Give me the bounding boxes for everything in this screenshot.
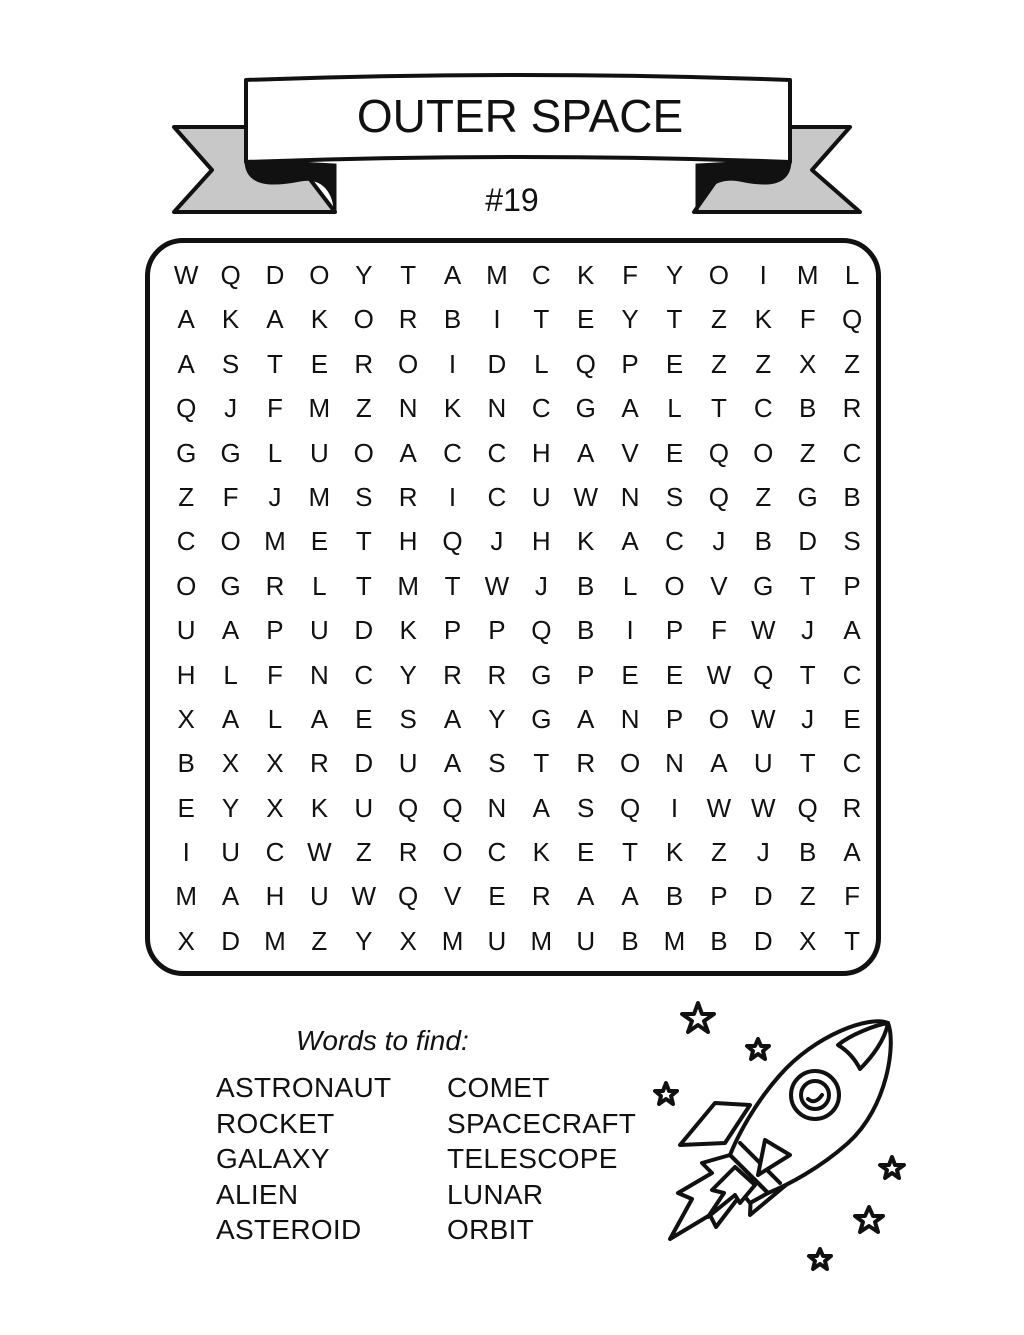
word-item: ROCKET: [216, 1107, 335, 1139]
grid-letter[interactable]: R: [842, 393, 862, 424]
grid-letter[interactable]: O: [176, 570, 197, 601]
grid-letter[interactable]: B: [177, 748, 195, 779]
grid-letter[interactable]: H: [176, 659, 196, 690]
grid-letter[interactable]: T: [355, 526, 372, 557]
grid-letter[interactable]: I: [448, 348, 457, 379]
grid-letter[interactable]: W: [484, 570, 510, 601]
grid-letter[interactable]: T: [267, 348, 283, 379]
grid-letter[interactable]: W: [307, 837, 332, 868]
grid-letter[interactable]: P: [843, 570, 861, 601]
grid-letter[interactable]: Q: [575, 348, 596, 379]
grid-letter[interactable]: R: [398, 304, 418, 335]
star-icon: [655, 1083, 677, 1104]
grid-letter[interactable]: T: [533, 304, 550, 335]
grid-letter[interactable]: U: [753, 748, 773, 779]
grid-letter[interactable]: O: [708, 703, 729, 734]
grid-letter[interactable]: D: [354, 615, 374, 646]
grid-letter[interactable]: A: [443, 703, 462, 734]
grid-letter[interactable]: N: [398, 393, 418, 424]
grid-letter[interactable]: Q: [797, 792, 818, 823]
grid-letter[interactable]: E: [488, 881, 506, 912]
grid-letter[interactable]: J: [224, 393, 238, 424]
grid-letter[interactable]: J: [801, 615, 815, 646]
grid-letter[interactable]: F: [622, 260, 639, 290]
grid-letter[interactable]: A: [399, 437, 417, 468]
grid-letter[interactable]: C: [443, 437, 462, 468]
grid-letter[interactable]: B: [843, 481, 861, 512]
grid-letter[interactable]: Q: [398, 792, 419, 823]
grid-letter[interactable]: A: [443, 748, 462, 779]
grid-letter[interactable]: Z: [755, 481, 772, 512]
grid-letter[interactable]: G: [531, 703, 552, 734]
grid-letter[interactable]: R: [842, 792, 862, 823]
grid-letter[interactable]: U: [176, 615, 196, 646]
grid-letter[interactable]: A: [443, 260, 462, 290]
grid-letter[interactable]: M: [397, 570, 419, 601]
grid-letter[interactable]: S: [355, 481, 373, 512]
grid-letter[interactable]: O: [220, 526, 241, 557]
grid-letter[interactable]: E: [577, 837, 595, 868]
grid-letter[interactable]: G: [176, 437, 197, 468]
grid-letter[interactable]: K: [532, 837, 550, 868]
grid-letter[interactable]: Q: [708, 481, 729, 512]
grid-letter[interactable]: X: [266, 748, 284, 779]
grid-letter[interactable]: G: [531, 659, 552, 690]
grid-letter[interactable]: B: [798, 837, 817, 868]
grid-letter[interactable]: M: [264, 526, 286, 557]
grid-letter[interactable]: C: [176, 526, 196, 557]
grid-letter[interactable]: Y: [621, 304, 639, 335]
grid-letter[interactable]: U: [354, 792, 374, 823]
star-icon: [682, 1003, 714, 1032]
grid-letter[interactable]: K: [310, 792, 329, 823]
grid-letter[interactable]: N: [309, 659, 329, 690]
grid-letter[interactable]: X: [399, 925, 417, 956]
grid-letter[interactable]: P: [665, 703, 684, 734]
grid-letter[interactable]: O: [442, 837, 463, 868]
grid-letter[interactable]: L: [534, 348, 549, 379]
grid-letter[interactable]: A: [843, 837, 861, 868]
grid-letter[interactable]: Z: [710, 304, 727, 335]
grid-letter[interactable]: J: [490, 526, 504, 557]
grid-letter[interactable]: E: [577, 304, 595, 335]
grid-letter[interactable]: S: [665, 481, 684, 512]
grid-letter[interactable]: J: [534, 570, 548, 601]
grid-letter[interactable]: O: [753, 437, 774, 468]
grid-letter[interactable]: D: [354, 748, 374, 779]
grid-letter[interactable]: Z: [355, 393, 372, 424]
grid-letter[interactable]: M: [175, 881, 198, 912]
grid-letter[interactable]: H: [531, 526, 551, 557]
grid-letter[interactable]: L: [267, 437, 283, 468]
grid-letter[interactable]: N: [665, 748, 684, 779]
grid-letter[interactable]: E: [355, 703, 373, 734]
grid-letter[interactable]: T: [710, 393, 727, 424]
grid-letter[interactable]: C: [531, 260, 551, 290]
grid-letter[interactable]: B: [577, 615, 595, 646]
grid-letter[interactable]: B: [798, 393, 817, 424]
grid-letter[interactable]: X: [177, 703, 195, 734]
grid-letter[interactable]: V: [710, 570, 728, 601]
grid-letter[interactable]: K: [754, 304, 772, 335]
grid-letter[interactable]: M: [308, 481, 331, 512]
grid-letter[interactable]: A: [577, 881, 595, 912]
star-icon: [880, 1157, 904, 1178]
grid-letter[interactable]: E: [665, 348, 684, 379]
grid-letter[interactable]: P: [665, 615, 684, 646]
grid-letter[interactable]: R: [309, 748, 329, 779]
grid-letter[interactable]: Q: [753, 659, 774, 690]
grid-letter[interactable]: Z: [755, 348, 772, 379]
grid-letter[interactable]: B: [443, 304, 462, 335]
grid-letter[interactable]: H: [398, 526, 418, 557]
grid-letter[interactable]: C: [265, 837, 285, 868]
grid-letter[interactable]: G: [220, 570, 241, 601]
grid-letter[interactable]: A: [710, 748, 728, 779]
grid-letter[interactable]: Y: [355, 925, 373, 956]
grid-letter[interactable]: R: [531, 881, 551, 912]
grid-letter[interactable]: Q: [841, 304, 863, 335]
word-item: GALAXY: [216, 1143, 330, 1175]
grid-letter[interactable]: E: [621, 659, 639, 690]
grid-letter[interactable]: X: [798, 925, 817, 956]
grid-letter[interactable]: X: [798, 348, 817, 379]
grid-letter[interactable]: R: [443, 659, 462, 690]
grid-letter[interactable]: S: [843, 526, 861, 557]
grid-letter[interactable]: U: [309, 881, 329, 912]
grid-letter[interactable]: E: [843, 703, 861, 734]
grid-letter[interactable]: S: [399, 703, 417, 734]
grid-letter[interactable]: B: [710, 925, 728, 956]
grid-letter[interactable]: Q: [442, 526, 463, 557]
grid-letter[interactable]: K: [310, 304, 329, 335]
grid-letter[interactable]: P: [443, 615, 462, 646]
grid-letter[interactable]: G: [220, 437, 241, 468]
grid-letter[interactable]: I: [759, 260, 767, 290]
grid-letter[interactable]: I: [448, 481, 457, 512]
grid-letter[interactable]: A: [577, 437, 595, 468]
grid-letter[interactable]: M: [308, 393, 331, 424]
word-item: TELESCOPE: [447, 1143, 618, 1175]
grid-letter[interactable]: A: [843, 615, 861, 646]
grid-letter[interactable]: C: [487, 481, 507, 512]
grid-letter[interactable]: J: [756, 837, 770, 868]
grid-letter[interactable]: Q: [442, 792, 463, 823]
grid-letter[interactable]: D: [753, 925, 773, 956]
grid-letter[interactable]: T: [844, 925, 860, 956]
grid-letter[interactable]: D: [487, 348, 507, 379]
grid-letter[interactable]: B: [621, 925, 639, 956]
grid-letter[interactable]: G: [753, 570, 774, 601]
grid-letter[interactable]: W: [706, 792, 732, 823]
grid-letter[interactable]: J: [712, 526, 726, 557]
grid-letter[interactable]: R: [354, 348, 374, 379]
grid-letter[interactable]: A: [621, 881, 639, 912]
puzzle-title: OUTER SPACE: [356, 90, 684, 142]
grid-letter[interactable]: A: [577, 703, 595, 734]
grid-letter[interactable]: A: [221, 703, 240, 734]
grid-letter[interactable]: G: [797, 481, 818, 512]
grid-letter[interactable]: K: [577, 526, 595, 557]
grid-letter[interactable]: Z: [710, 348, 727, 379]
grid-letter[interactable]: U: [309, 615, 329, 646]
grid-letter[interactable]: C: [842, 659, 862, 690]
grid-letter[interactable]: P: [710, 881, 728, 912]
grid-letter[interactable]: A: [532, 792, 550, 823]
grid-letter[interactable]: J: [801, 703, 815, 734]
grid-letter[interactable]: A: [266, 304, 284, 335]
grid-letter[interactable]: V: [621, 437, 639, 468]
grid-letter[interactable]: T: [400, 260, 417, 290]
grid-letter[interactable]: F: [267, 393, 283, 424]
grid-letter[interactable]: L: [622, 570, 638, 601]
grid-letter[interactable]: P: [488, 615, 506, 646]
grid-letter[interactable]: T: [622, 837, 639, 868]
grid-letter[interactable]: C: [753, 393, 773, 424]
grid-letter[interactable]: T: [533, 748, 550, 779]
word-item: COMET: [447, 1072, 550, 1103]
grid-letter[interactable]: A: [621, 526, 639, 557]
grid-letter[interactable]: I: [182, 837, 190, 868]
grid-letter[interactable]: C: [354, 659, 374, 690]
grid-letter[interactable]: L: [223, 659, 238, 690]
grid-letter[interactable]: D: [221, 925, 240, 956]
grid-letter[interactable]: W: [751, 703, 776, 734]
grid-letter[interactable]: C: [842, 748, 862, 779]
grid-letter[interactable]: Y: [665, 260, 684, 290]
grid-letter[interactable]: A: [177, 348, 195, 379]
grid-letter[interactable]: X: [266, 792, 284, 823]
grid-letter[interactable]: W: [573, 481, 598, 512]
word-item: LUNAR: [447, 1178, 544, 1210]
grid-letter[interactable]: Q: [220, 260, 241, 290]
grid-letter[interactable]: O: [353, 304, 374, 335]
puzzle-number: #19: [485, 182, 539, 218]
grid-letter[interactable]: M: [264, 925, 286, 956]
grid-letter[interactable]: L: [312, 570, 327, 601]
grid-letter[interactable]: Y: [221, 792, 240, 823]
grid-letter[interactable]: N: [487, 393, 507, 424]
grid-letter[interactable]: F: [267, 659, 283, 690]
rocket-illustration: [640, 995, 940, 1295]
grid-letter[interactable]: K: [221, 304, 240, 335]
letter-grid: [164, 253, 874, 963]
grid-letter[interactable]: P: [621, 348, 639, 379]
grid-letter[interactable]: W: [751, 615, 776, 646]
grid-letter[interactable]: Q: [619, 792, 641, 823]
grid-letter[interactable]: A: [177, 304, 195, 335]
star-icon: [809, 1249, 831, 1269]
grid-letter[interactable]: C: [665, 526, 684, 557]
grid-letter[interactable]: R: [487, 659, 507, 690]
grid-letter[interactable]: U: [221, 837, 240, 868]
grid-letter[interactable]: F: [222, 481, 239, 512]
grid-letter[interactable]: D: [798, 526, 818, 557]
grid-letter[interactable]: U: [487, 925, 507, 956]
grid-letter[interactable]: K: [577, 260, 595, 290]
grid-letter[interactable]: F: [710, 615, 727, 646]
word-item: ALIEN: [216, 1178, 299, 1210]
grid-letter[interactable]: Z: [799, 881, 816, 912]
grid-letter[interactable]: O: [309, 260, 330, 290]
grid-letter[interactable]: Z: [710, 837, 727, 868]
grid-letter[interactable]: M: [486, 260, 508, 290]
grid-letter[interactable]: V: [443, 881, 462, 912]
grid-letter[interactable]: K: [443, 393, 462, 424]
word-item: SPACECRAFT: [447, 1107, 637, 1139]
grid-letter[interactable]: H: [265, 881, 285, 912]
grid-letter[interactable]: S: [221, 348, 240, 379]
grid-letter[interactable]: T: [799, 659, 816, 690]
grid-letter[interactable]: A: [310, 703, 329, 734]
grid-letter[interactable]: L: [667, 393, 682, 424]
grid-letter[interactable]: I: [670, 792, 679, 823]
star-icon: [855, 1207, 883, 1232]
grid-letter[interactable]: P: [266, 615, 284, 646]
grid-letter[interactable]: R: [398, 481, 418, 512]
grid-letter[interactable]: Z: [799, 437, 816, 468]
grid-letter[interactable]: M: [441, 925, 464, 956]
grid-letter[interactable]: W: [173, 260, 199, 290]
grid-letter[interactable]: Z: [844, 348, 860, 379]
grid-letter[interactable]: E: [177, 792, 195, 823]
grid-letter[interactable]: W: [751, 792, 776, 823]
word-item: ORBIT: [447, 1214, 535, 1246]
grid-letter[interactable]: E: [310, 526, 329, 557]
grid-letter[interactable]: E: [310, 348, 329, 379]
grid-letter[interactable]: R: [398, 837, 418, 868]
grid-letter[interactable]: C: [531, 393, 551, 424]
grid-letter[interactable]: J: [268, 481, 282, 512]
word-item: ASTEROID: [216, 1214, 362, 1246]
grid-letter[interactable]: Z: [311, 925, 328, 956]
grid-letter[interactable]: X: [221, 748, 240, 779]
word-list-left: [216, 1070, 391, 1248]
grid-letter[interactable]: S: [488, 748, 506, 779]
grid-letter[interactable]: K: [399, 615, 417, 646]
grid-letter[interactable]: R: [265, 570, 285, 601]
grid-letter[interactable]: N: [487, 792, 507, 823]
grid-letter[interactable]: O: [353, 437, 374, 468]
star-icon: [747, 1039, 769, 1059]
grid-letter[interactable]: T: [799, 570, 816, 601]
grid-letter[interactable]: Q: [398, 881, 419, 912]
grid-letter[interactable]: A: [221, 881, 240, 912]
grid-letter[interactable]: U: [309, 437, 329, 468]
grid-letter[interactable]: M: [663, 925, 686, 956]
grid-letter[interactable]: T: [799, 748, 816, 779]
grid-letter[interactable]: Q: [531, 615, 552, 646]
grid-letter[interactable]: S: [577, 792, 595, 823]
grid-letter[interactable]: Z: [178, 481, 195, 512]
grid-letter[interactable]: D: [265, 260, 285, 290]
grid-letter[interactable]: Y: [488, 703, 506, 734]
grid-letter[interactable]: D: [753, 881, 773, 912]
grid-letter[interactable]: B: [665, 881, 684, 912]
grid-letter[interactable]: Y: [355, 260, 373, 290]
grid-letter[interactable]: X: [177, 925, 195, 956]
grid-letter[interactable]: C: [842, 437, 862, 468]
grid-letter[interactable]: Y: [399, 659, 417, 690]
grid-letter[interactable]: O: [398, 348, 419, 379]
grid-letter[interactable]: E: [665, 659, 684, 690]
grid-letter[interactable]: T: [355, 570, 372, 601]
words-heading: Words to find:: [296, 1025, 469, 1056]
grid-letter[interactable]: I: [493, 304, 501, 335]
grid-letter[interactable]: M: [530, 925, 553, 956]
grid-letter[interactable]: C: [487, 437, 507, 468]
grid-letter[interactable]: N: [620, 481, 640, 512]
grid-letter[interactable]: L: [267, 703, 283, 734]
grid-letter[interactable]: Q: [708, 437, 729, 468]
grid-letter[interactable]: E: [665, 437, 684, 468]
grid-letter[interactable]: T: [666, 304, 683, 335]
grid-letter[interactable]: Q: [176, 393, 197, 424]
grid-letter[interactable]: U: [531, 481, 551, 512]
grid-letter[interactable]: W: [351, 881, 377, 912]
word-list-right: [447, 1070, 636, 1248]
grid-letter[interactable]: H: [531, 437, 551, 468]
grid-letter[interactable]: I: [626, 615, 634, 646]
word-item: ASTRONAUT: [216, 1072, 392, 1103]
grid-letter[interactable]: P: [577, 659, 595, 690]
grid-letter[interactable]: C: [487, 837, 507, 868]
grid-letter[interactable]: U: [576, 925, 596, 956]
grid-letter[interactable]: F: [844, 881, 860, 912]
grid-letter[interactable]: B: [577, 570, 595, 601]
grid-letter[interactable]: M: [796, 260, 819, 290]
grid-letter[interactable]: Z: [355, 837, 372, 868]
grid-letter[interactable]: T: [444, 570, 461, 601]
grid-letter[interactable]: B: [754, 526, 772, 557]
grid-letter[interactable]: R: [576, 748, 596, 779]
grid-letter[interactable]: U: [398, 748, 418, 779]
grid-letter[interactable]: O: [708, 260, 729, 290]
grid-letter[interactable]: F: [799, 304, 816, 335]
grid-letter[interactable]: O: [664, 570, 685, 601]
grid-letter[interactable]: A: [621, 393, 639, 424]
grid-letter[interactable]: G: [575, 393, 596, 424]
grid-letter[interactable]: W: [706, 659, 732, 690]
grid-letter[interactable]: A: [221, 615, 240, 646]
grid-letter[interactable]: N: [620, 703, 640, 734]
grid-letter[interactable]: O: [619, 748, 641, 779]
grid-letter[interactable]: K: [665, 837, 684, 868]
grid-letter[interactable]: L: [844, 260, 860, 290]
